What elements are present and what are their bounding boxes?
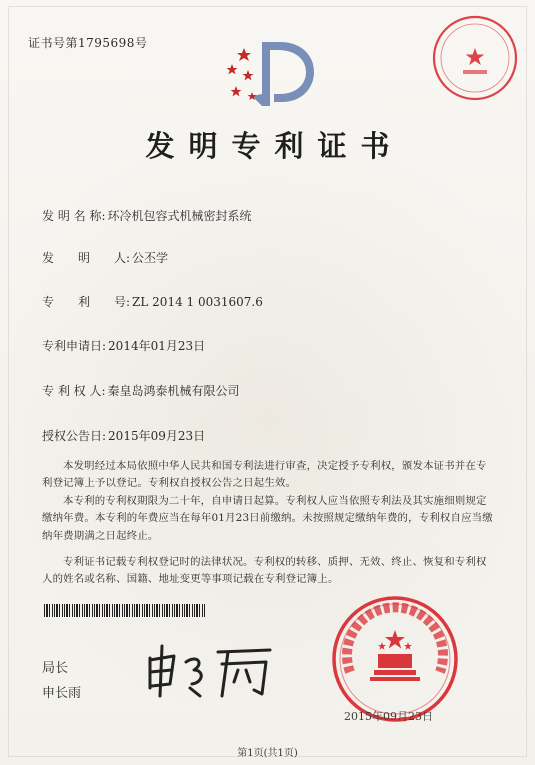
invention-name-value: 环冷机包容式机械密封系统 bbox=[107, 209, 252, 223]
director-name: 申长雨 bbox=[42, 686, 82, 701]
field-label: 专 利 号: bbox=[42, 295, 131, 309]
application-date-value: 2014年01月23日 bbox=[108, 339, 206, 353]
field-label: 授权公告日: bbox=[42, 429, 107, 443]
body-paragraph-2: 本专利的专利权期限为二十年，自申请日起算。专利权人应当依照专利法及其实施细则规定缴纳年费。本专利的年费应当在每年01月23日前缴纳。未按照规定缴纳年费的，专利权自应当缴纳年费期满之日起终止。 bbox=[42, 494, 493, 542]
patentee-row bbox=[42, 382, 240, 399]
certificate-body bbox=[42, 458, 494, 589]
certificate-number: 证书号第1795698号 bbox=[28, 36, 148, 50]
inventor-row bbox=[42, 249, 168, 266]
director-signature bbox=[138, 640, 278, 700]
application-date-row bbox=[42, 337, 205, 354]
grant-date-row bbox=[42, 427, 205, 444]
barcode bbox=[44, 604, 206, 617]
field-label: 专利申请日: bbox=[42, 339, 107, 353]
patentee-value: 秦皇岛鸿泰机械有限公司 bbox=[107, 384, 240, 398]
seal-issue-date: 2015年09月23日 bbox=[344, 710, 433, 723]
patent-number-row bbox=[42, 293, 263, 310]
agency-stamp bbox=[431, 14, 519, 102]
field-label: 发 明 名 称: bbox=[42, 209, 106, 223]
official-seal bbox=[330, 594, 460, 724]
patent-number-value: ZL 2014 1 0031607.6 bbox=[132, 295, 263, 309]
page-number: 第1页(共1页) bbox=[237, 748, 298, 759]
invention-name-row bbox=[42, 207, 252, 224]
body-paragraph-3: 专利证书记载专利权登记时的法律状况。专利权的转移、质押、无效、终止、恢复和专利权人的姓名或名称、国籍、地址变更等事项记载在专利登记簿上。 bbox=[42, 556, 487, 586]
body-paragraph-1: 本发明经过本局依照中华人民共和国专利法进行审查，决定授予专利权，颁发本证书并在专利登记簿上予以登记。专利权自授权公告之日起生效。 bbox=[42, 460, 487, 490]
grant-date-value: 2015年09月23日 bbox=[108, 429, 206, 443]
field-label: 专 利 权 人: bbox=[42, 384, 106, 398]
director-title: 局长 bbox=[42, 661, 69, 676]
inventor-value: 公丕学 bbox=[132, 251, 169, 265]
patent-office-logo bbox=[222, 36, 324, 112]
field-label: 发 明 人: bbox=[42, 251, 131, 265]
page-title: 发明专利证书 bbox=[145, 129, 404, 163]
